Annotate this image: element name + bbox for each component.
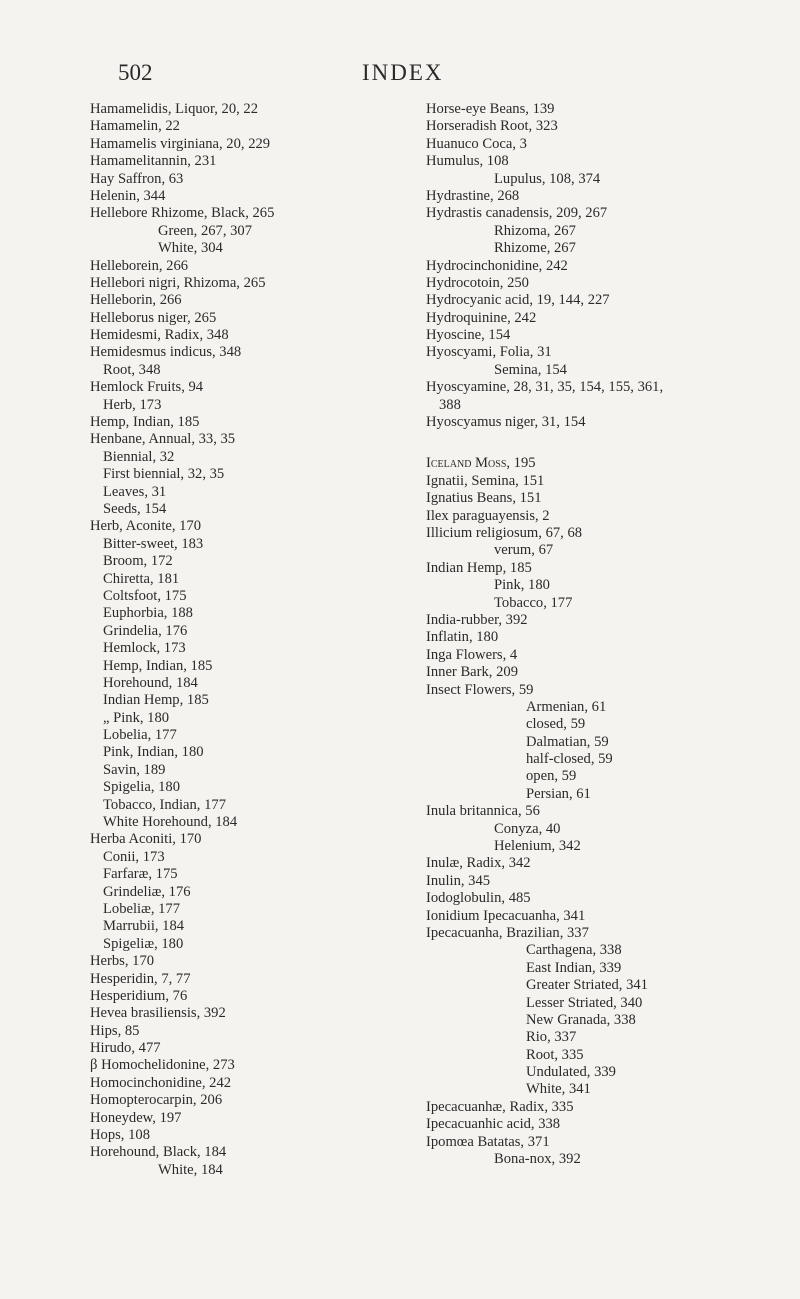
index-entry: White, 304	[158, 240, 223, 257]
index-entry: Tobacco, 177	[494, 594, 573, 611]
index-entry: Chiretta, 181	[103, 570, 180, 587]
index-entry: Hydrocotoin, 250	[426, 274, 529, 291]
index-entry: Bitter-sweet, 183	[103, 535, 204, 552]
index-entry: Helleborein, 266	[90, 257, 189, 274]
index-entry: Insect Flowers, 59	[426, 681, 534, 698]
index-entry: Conii, 173	[103, 848, 165, 865]
index-entry: Hydroquinine, 242	[426, 309, 537, 326]
index-entry: Homocinchonidine, 242	[90, 1074, 232, 1091]
index-entry: India-rubber, 392	[426, 611, 528, 628]
index-entry: Hydrastis canadensis, 209, 267	[426, 205, 608, 222]
page-number: 502	[118, 60, 153, 85]
index-entry: Inulin, 345	[426, 872, 491, 889]
index-entry: Hops, 108	[90, 1127, 150, 1144]
index-entry: Grindelia, 176	[103, 622, 188, 639]
index-entry: Hamamelis virginiana, 20, 229	[90, 135, 271, 152]
index-entry: Indian Hemp, 185	[426, 559, 532, 576]
index-entry: Hellebori nigri, Rhizoma, 265	[90, 274, 266, 291]
index-entry: Rio, 337	[526, 1029, 577, 1046]
index-entry: open, 59	[526, 768, 577, 785]
index-entry: White, 184	[158, 1161, 223, 1178]
index-entry: Inner Bark, 209	[426, 664, 518, 681]
index-entry: East Indian, 339	[526, 959, 622, 976]
index-entry: Horehound, Black, 184	[90, 1144, 227, 1161]
index-entry: Carthagena, 338	[526, 942, 622, 959]
index-entry: Grindeliæ, 176	[103, 883, 191, 900]
index-entry: Helleborus niger, 265	[90, 309, 217, 326]
index-entry: Tobacco, Indian, 177	[103, 796, 226, 813]
index-entry: Hamamelidis, Liquor, 20, 22	[90, 101, 259, 117]
index-entry: Hevea brasiliensis, 392	[90, 1005, 226, 1022]
index-entry: Hemp, Indian, 185	[103, 657, 213, 674]
index-entry: Hydrastine, 268	[426, 187, 520, 204]
index-entry: Ipecacuanha, Brazilian, 337	[426, 924, 589, 941]
index-entry: Euphorbia, 188	[103, 605, 193, 622]
index-entry: Hamamelin, 22	[90, 118, 180, 135]
index-entry: Herbs, 170	[90, 953, 155, 970]
index-entry: Inga Flowers, 4	[426, 646, 518, 663]
index-entry: Root, 335	[526, 1046, 584, 1063]
index-entry: Henbane, Annual, 33, 35	[90, 431, 236, 448]
index-entry: Broom, 172	[103, 553, 173, 570]
index-entry: Armenian, 61	[526, 698, 607, 715]
index-entry: β Homochelidonine, 273	[90, 1057, 235, 1074]
index-entry: Pink, Indian, 180	[103, 744, 204, 761]
index-entry: Hydrocinchonidine, 242	[426, 257, 568, 274]
index-entry: Illicium religiosum, 67, 68	[426, 524, 583, 541]
index-entry: Lesser Striated, 340	[526, 994, 643, 1011]
index-column-left	[90, 101, 430, 1179]
index-entry: Huanuco Coca, 3	[426, 135, 527, 152]
index-entry: Hemp, Indian, 185	[90, 414, 200, 431]
index-entry: Herb, 173	[103, 396, 162, 413]
index-entry: Inula britannica, 56	[426, 803, 540, 820]
index-entry: White Horehound, 184	[103, 814, 238, 831]
index-entry: Greater Striated, 341	[526, 977, 648, 994]
index-entry: Persian, 61	[526, 785, 591, 802]
index-entry: Biennial, 32	[103, 448, 175, 465]
index-entry: Inflatin, 180	[426, 629, 499, 646]
index-entry: Indian Hemp, 185	[103, 692, 209, 709]
index-entry: Ipecacuanhæ, Radix, 335	[426, 1098, 574, 1115]
index-entry: Herba Aconiti, 170	[90, 831, 202, 848]
index-entry: Hyoscyami, Folia, 31	[426, 344, 552, 361]
index-entry: Hay Saffron, 63	[90, 170, 184, 187]
index-entry: 388	[439, 396, 461, 413]
index-entry: Honeydew, 197	[90, 1109, 182, 1126]
index-entry: Ilex paraguayensis, 2	[426, 507, 550, 524]
index-entry: Spigelia, 180	[103, 779, 181, 796]
index-entry: Undulated, 339	[526, 1064, 616, 1081]
index-entry: Rhizome, 267	[494, 240, 576, 257]
index-entry: verum, 67	[494, 542, 554, 559]
index-entry: Horseradish Root, 323	[426, 118, 558, 135]
index-entry: Helenin, 344	[90, 187, 166, 204]
index-entry: Inulæ, Radix, 342	[426, 855, 531, 872]
index-entry: Hemlock, 173	[103, 640, 186, 657]
index-entry: „ Pink, 180	[103, 709, 170, 726]
index-entry: Humulus, 108	[426, 153, 509, 170]
index-entry: closed, 59	[526, 716, 586, 733]
index-entry: Pink, 180	[494, 577, 550, 594]
index-entry: Dalmatian, 59	[526, 733, 609, 750]
index-entry: Hellebore Rhizome, Black, 265	[90, 205, 275, 222]
index-entry: Hirudo, 477	[90, 1040, 161, 1057]
index-entry: Helenium, 342	[494, 838, 581, 855]
index-entry: Hemlock Fruits, 94	[90, 379, 204, 396]
page-header	[0, 60, 800, 90]
index-entry: Conyza, 40	[494, 820, 561, 837]
index-entry: Seeds, 154	[103, 500, 167, 517]
index-entry: Ipecacuanhic acid, 338	[426, 1116, 561, 1133]
index-entry: Horehound, 184	[103, 674, 198, 691]
index-entry: First biennial, 32, 35	[103, 466, 225, 483]
index-entry: Ignatii, Semina, 151	[426, 472, 545, 489]
index-entry: Ipomœa Batatas, 371	[426, 1133, 550, 1150]
index-column-right	[426, 101, 766, 1168]
index-entry: White, 341	[526, 1081, 591, 1098]
index-entry: Root, 348	[103, 361, 161, 378]
index-entry: Lupulus, 108, 374	[494, 170, 601, 187]
index-entry: Hesperidium, 76	[90, 987, 188, 1004]
index-entry: Semina, 154	[494, 361, 567, 378]
index-entry: Hyoscyamus niger, 31, 154	[426, 414, 586, 431]
index-entry: Ignatius Beans, 151	[426, 490, 542, 507]
index-entry: half-closed, 59	[526, 751, 613, 768]
index-entry: Ionidium Ipecacuanha, 341	[426, 907, 586, 924]
index-entry: Hyoscine, 154	[426, 327, 511, 344]
index-entry: Leaves, 31	[103, 483, 167, 500]
index-entry: Hemidesmi, Radix, 348	[90, 327, 229, 344]
index-entry: Hydrocyanic acid, 19, 144, 227	[426, 292, 610, 309]
index-entry: Hyoscyamine, 28, 31, 35, 154, 155, 361,	[426, 379, 664, 396]
index-entry: Hesperidin, 7, 77	[90, 970, 191, 987]
index-entry: Bona-nox, 392	[494, 1151, 581, 1168]
index-entry: Coltsfoot, 175	[103, 587, 187, 604]
index-entry: Hemidesmus indicus, 348	[90, 344, 242, 361]
index-entry: Marrubii, 184	[103, 918, 185, 935]
index-entry: Spigeliæ, 180	[103, 935, 184, 952]
index-entry: Iceland Moss, 195	[426, 455, 536, 472]
index-entry: Green, 267, 307	[158, 222, 253, 239]
section-gap	[426, 431, 766, 455]
index-entry: Farfaræ, 175	[103, 866, 178, 883]
index-entry: Lobelia, 177	[103, 727, 177, 744]
index-entry: New Granada, 338	[526, 1011, 636, 1028]
index-entry: Savin, 189	[103, 761, 166, 778]
index-entry: Helleborin, 266	[90, 292, 182, 309]
index-entry: Herb, Aconite, 170	[90, 518, 202, 535]
index-entry: Lobeliæ, 177	[103, 900, 181, 917]
index-entry: Hamamelitannin, 231	[90, 153, 217, 170]
page-title: INDEX	[362, 60, 444, 85]
index-entry: Iodoglobulin, 485	[426, 890, 531, 907]
index-entry: Hips, 85	[90, 1022, 140, 1039]
index-entry: Homopterocarpin, 206	[90, 1092, 223, 1109]
index-entry: Rhizoma, 267	[494, 222, 576, 239]
index-entry: Horse-eye Beans, 139	[426, 101, 555, 117]
